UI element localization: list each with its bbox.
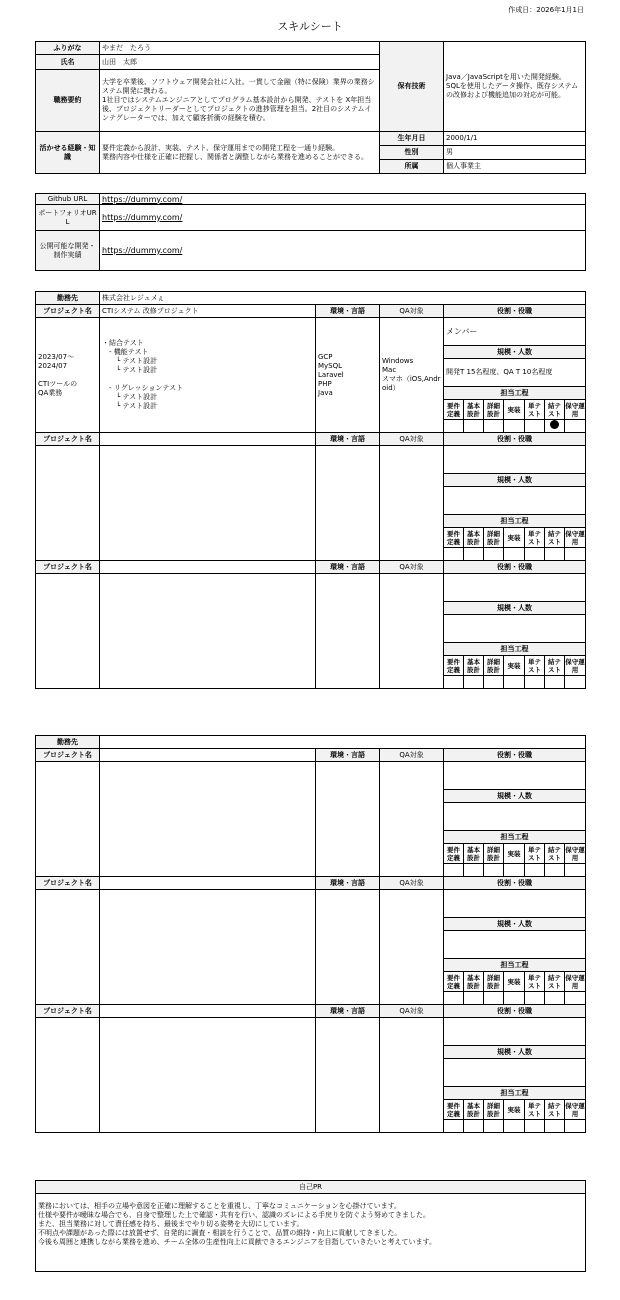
self-pr-text: 業務においては、相手の立場や意図を正確に理解することを重視し、丁寧なコミュニケーションを心掛けています。 仕様や要件が曖昧な場合でも、自身で整理した上で確認・共有を行い、認識のズレによる手戻りを防ぐよう努めてきました。 また、担当業務に対して責任感を持ち、最後までやり切る姿勢を大切にしています。 不明点や課題があった際には放置せず、自発的に調査・相談を行うことで、品質の維持・向上に貢献してきました。 今後も周囲と連携しながら業務を進め、チーム全体の生産性向上に貢献できるエンジニアを目指していきたいと考えています。 (36, 1194, 586, 1272)
phase-detailed-design: 詳細設計 (484, 656, 504, 676)
portfolio-link[interactable]: https://dummy.com/ (100, 205, 586, 231)
phase-label: 担当工程 (444, 643, 586, 656)
project-name: CTIシステム 改修プロジェクト (100, 305, 316, 318)
phase-mark (464, 420, 484, 433)
env-label: 環境・言語 (316, 1005, 380, 1018)
phase-integration-test: 結テスト (545, 656, 565, 676)
project-label: プロジェクト名 (36, 561, 100, 574)
gender-value: 男 (444, 146, 586, 160)
phase-maintenance: 保守運用 (565, 529, 585, 546)
birth-value: 2000/1/1 (444, 132, 586, 146)
project-detail: ・結合テスト - 機能テスト └ テスト設計 └ テスト設計 - リグレッションテスト └ テスト設計 └ テスト設計 (100, 318, 316, 433)
phase-implementation: 実装 (504, 656, 525, 676)
scale-label: 規模・人数 (444, 790, 586, 803)
phase-unit-test: 単テスト (525, 528, 545, 548)
scale-label: 規模・人数 (444, 474, 586, 487)
scale-value (444, 487, 586, 515)
phase-mark (444, 420, 464, 433)
project-label: プロジェクト名 (36, 433, 100, 446)
scale-value (444, 615, 586, 643)
company-name (100, 736, 586, 749)
github-label: Github URL (36, 194, 100, 205)
qa-label: QA対象 (380, 1005, 444, 1018)
phase-label: 担当工程 (444, 1087, 586, 1100)
env-label: 環境・言語 (316, 877, 380, 890)
phase-label: 担当工程 (444, 387, 586, 400)
page-title: スキルシート (277, 20, 343, 33)
qa-label: QA対象 (380, 433, 444, 446)
company-label: 勤務先 (36, 736, 100, 749)
phase-basic-design: 基本設計 (464, 528, 484, 548)
phase-basic-design: 基本設計 (464, 1100, 484, 1120)
phase-unit-test: 単テスト (525, 972, 545, 992)
filled-circle-icon (550, 420, 559, 429)
company-name: 株式会社レジュメぇ (100, 292, 586, 305)
company-block-1 (35, 291, 586, 689)
experience-label: 活かせる経験・知識 (36, 132, 100, 174)
role-label: 役割・役職 (444, 749, 586, 762)
phase-mark (484, 420, 504, 433)
phase-detailed-design: 詳細設計 (484, 844, 504, 864)
role-value (444, 762, 586, 790)
phase-integration-test: 結テスト (545, 1100, 565, 1120)
project-name (100, 1005, 316, 1018)
company-label: 勤務先 (36, 292, 100, 305)
phase-maintenance: 保守運用 (565, 1101, 585, 1118)
phase-requirements: 要件定義 (444, 656, 464, 676)
phase-requirements: 要件定義 (444, 844, 464, 864)
skills-value: Java／JavaScriptを用いた開発経験。 SQLを使用したデータ操作、既存システムの改修および機能追加の対応が可能。 (444, 42, 586, 132)
role-label: 役割・役職 (444, 433, 586, 446)
experience-value: 要件定義から設計、実装、テスト、保守運用までの開発工程を一通り経験。 業務内容や仕様を正確に把握し、関係者と調整しながら業務を進めることができる。 (100, 132, 380, 174)
self-pr-label: 自己PR (36, 1181, 586, 1194)
phase-implementation: 実装 (504, 1100, 525, 1120)
role-label: 役割・役職 (444, 877, 586, 890)
phase-unit-test: 単テスト (525, 844, 545, 864)
affiliation-value: 個人事業主 (444, 160, 586, 174)
works-link[interactable]: https://dummy.com/ (100, 231, 586, 271)
project-qa: Windows Mac スマホ（iOS,Android） (380, 318, 444, 433)
phase-label: 担当工程 (444, 831, 586, 844)
self-pr-table (35, 1180, 586, 1272)
project-name (100, 433, 316, 446)
phase-maintenance: 保守運用 (565, 401, 585, 418)
company-block-2 (35, 735, 586, 1133)
scale-label: 規模・人数 (444, 346, 586, 359)
furigana-label: ふりがな (36, 42, 100, 55)
summary-value: 大学を卒業後、ソフトウェア開発会社に入社。一貫して金融（特に保険）業界の業務システム開発に携わる。 1社目ではシステムエンジニアとしてプログラム基本設計から開発、テストを X年担当後、プロジェクトリーダーとしてプロジェクトの進捗管理を担当。2社目のシステムインテグレーターでは、加えて顧客折衝の経験を積む。 (100, 70, 380, 132)
phase-basic-design: 基本設計 (464, 400, 484, 420)
qa-label: QA対象 (380, 561, 444, 574)
scale-value (444, 1059, 586, 1087)
scale-label: 規模・人数 (444, 1046, 586, 1059)
role-value (444, 446, 586, 474)
role-label: 役割・役職 (444, 305, 586, 318)
project-label: プロジェクト名 (36, 1005, 100, 1018)
project-name (100, 749, 316, 762)
qa-label: QA対象 (380, 305, 444, 318)
project-name (100, 877, 316, 890)
phase-implementation: 実装 (504, 528, 525, 548)
role-value: メンバー (444, 318, 586, 346)
created-date: 作成日：2026年1月1日 (508, 6, 584, 14)
portfolio-label: ポートフォリオURL (36, 205, 100, 231)
env-label: 環境・言語 (316, 305, 380, 318)
phase-mark (504, 420, 525, 433)
works-label: 公開可能な開発・制作実績 (36, 231, 100, 271)
env-label: 環境・言語 (316, 749, 380, 762)
role-value (444, 1018, 586, 1046)
phase-mark (565, 420, 586, 433)
role-label: 役割・役職 (444, 561, 586, 574)
furigana-value: やまだ たろう (100, 42, 380, 55)
scale-value (444, 931, 586, 959)
phase-basic-design: 基本設計 (464, 844, 484, 864)
profile-table (35, 41, 586, 174)
phase-detailed-design: 詳細設計 (484, 400, 504, 420)
env-label: 環境・言語 (316, 433, 380, 446)
role-value (444, 890, 586, 918)
scale-label: 規模・人数 (444, 918, 586, 931)
summary-label: 職務要約 (36, 70, 100, 132)
qa-label: QA対象 (380, 749, 444, 762)
project-label: プロジェクト名 (36, 877, 100, 890)
phase-detailed-design: 詳細設計 (484, 528, 504, 548)
birth-label: 生年月日 (380, 132, 444, 146)
project-label: プロジェクト名 (36, 305, 100, 318)
project-name (100, 561, 316, 574)
phase-implementation: 実装 (504, 844, 525, 864)
phase-unit-test: 単テスト (525, 656, 545, 676)
role-value (444, 574, 586, 602)
phase-implementation: 実装 (504, 972, 525, 992)
phase-mark (525, 420, 545, 433)
qa-label: QA対象 (380, 877, 444, 890)
phase-maintenance: 保守運用 (565, 845, 585, 862)
scale-value: 開発T 15名程度、QA T 10名程度 (444, 359, 586, 387)
project-label: プロジェクト名 (36, 749, 100, 762)
github-link[interactable]: https://dummy.com/ (100, 194, 586, 205)
phase-label: 担当工程 (444, 515, 586, 528)
phase-mark (545, 420, 565, 433)
phase-unit-test: 単テスト (525, 1100, 545, 1120)
phase-integration-test: 結テスト (545, 528, 565, 548)
gender-label: 性別 (380, 146, 444, 160)
phase-maintenance: 保守運用 (565, 657, 585, 674)
affiliation-label: 所属 (380, 160, 444, 174)
project-period: 2023/07〜 2024/07 CTIツールの QA業務 (36, 318, 100, 433)
role-label: 役割・役職 (444, 1005, 586, 1018)
phase-requirements: 要件定義 (444, 400, 464, 420)
phase-implementation: 実装 (504, 400, 525, 420)
project-env: GCP MySQL Laravel PHP Java (316, 318, 380, 433)
phase-requirements: 要件定義 (444, 528, 464, 548)
phase-requirements: 要件定義 (444, 1100, 464, 1120)
phase-maintenance: 保守運用 (565, 973, 585, 990)
skills-label: 保有技術 (380, 42, 444, 132)
phase-unit-test: 単テスト (525, 400, 545, 420)
phase-requirements: 要件定義 (444, 972, 464, 992)
phase-basic-design: 基本設計 (464, 656, 484, 676)
phase-integration-test: 結テスト (545, 400, 565, 420)
phase-integration-test: 結テスト (545, 972, 565, 992)
name-label: 氏名 (36, 55, 100, 70)
scale-value (444, 803, 586, 831)
phase-basic-design: 基本設計 (464, 972, 484, 992)
phase-detailed-design: 詳細設計 (484, 972, 504, 992)
phase-integration-test: 結テスト (545, 844, 565, 864)
scale-label: 規模・人数 (444, 602, 586, 615)
phase-label: 担当工程 (444, 959, 586, 972)
phase-detailed-design: 詳細設計 (484, 1100, 504, 1120)
links-table (35, 193, 586, 271)
name-value: 山田 太郎 (100, 55, 380, 70)
env-label: 環境・言語 (316, 561, 380, 574)
